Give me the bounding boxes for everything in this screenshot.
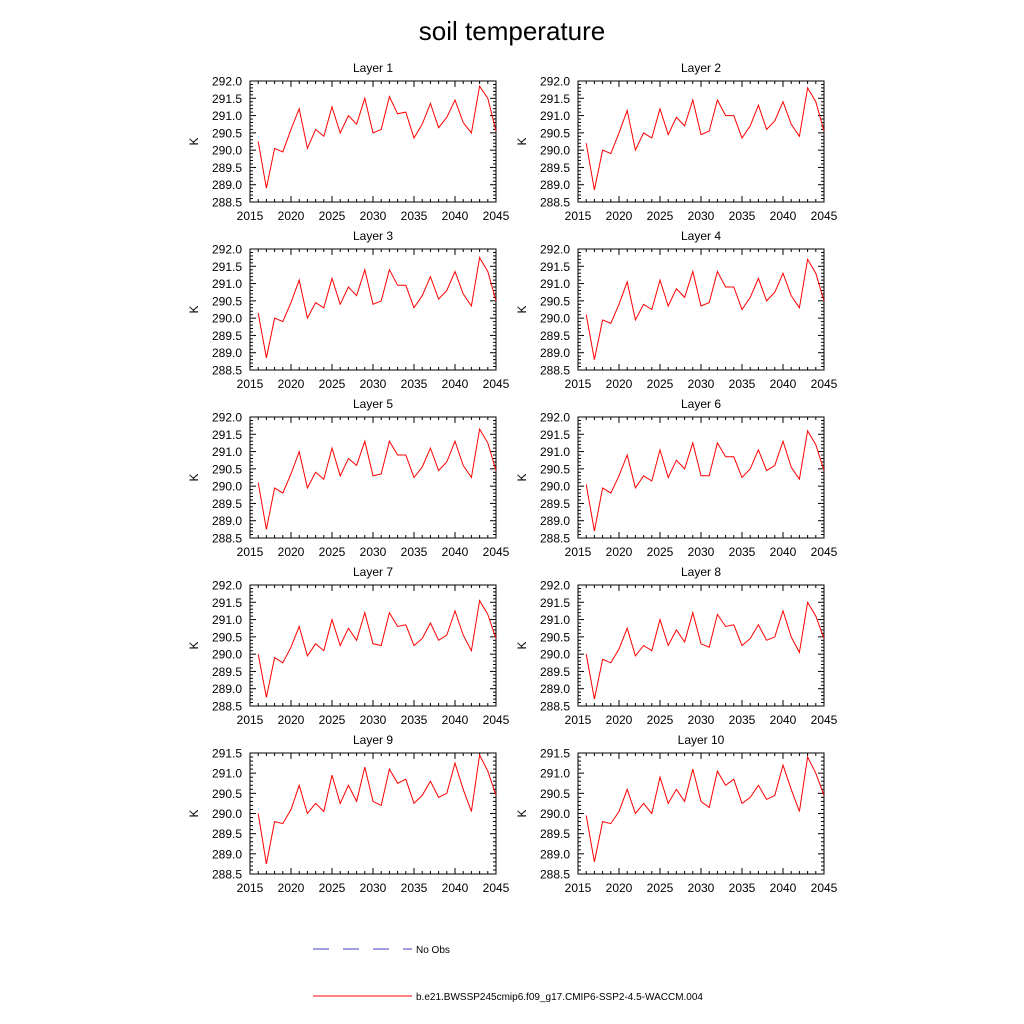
y-tick-label: 289.5 [539, 664, 570, 679]
x-tick-label: 2045 [482, 881, 510, 895]
x-tick-label: 2045 [810, 377, 838, 391]
y-tick-label: 292.0 [211, 578, 242, 593]
y-tick-label: 290.0 [211, 143, 242, 158]
panel-layer-8 [515, 565, 838, 727]
panel-title: Layer 4 [680, 229, 722, 243]
y-tick-label: 288.5 [211, 363, 242, 378]
y-tick-label: 290.0 [539, 479, 570, 494]
y-tick-label: 288.5 [539, 363, 570, 378]
y-tick-label: 292.0 [539, 242, 570, 257]
x-tick-label: 2025 [318, 377, 346, 391]
plot-frame [250, 249, 496, 370]
y-tick-label: 289.5 [539, 160, 570, 175]
y-tick-label: 290.0 [539, 647, 570, 662]
x-tick-label: 2025 [646, 881, 674, 895]
y-tick-label: 290.0 [539, 807, 570, 821]
x-tick-label: 2040 [769, 881, 797, 895]
y-tick-label: 290.0 [211, 479, 242, 494]
x-tick-label: 2015 [564, 377, 592, 391]
panel-title: Layer 3 [352, 229, 394, 243]
y-tick-label: 292.0 [211, 242, 242, 257]
plot-frame [578, 753, 824, 874]
legend-model-label: b.e21.BWSSP245cmip6.f09_g17.CMIP6-SSP2-4.5-WACCM.004 [416, 992, 703, 1003]
y-tick-label: 291.5 [539, 259, 570, 274]
y-tick-label: 288.5 [211, 699, 242, 714]
x-tick-label: 2030 [687, 209, 715, 223]
y-tick-label: 289.5 [539, 496, 570, 511]
series-line [258, 258, 496, 358]
y-tick-label: 291.5 [539, 427, 570, 442]
y-axis-label: K [515, 641, 529, 650]
x-tick-label: 2030 [359, 377, 387, 391]
y-tick-label: 289.5 [211, 160, 242, 175]
x-tick-label: 2025 [646, 377, 674, 391]
y-tick-label: 288.5 [539, 195, 570, 210]
plot-frame [578, 81, 824, 202]
y-tick-label: 289.0 [539, 847, 570, 862]
x-tick-label: 2040 [441, 881, 469, 895]
y-tick-label: 290.0 [539, 311, 570, 326]
y-tick-label: 289.5 [211, 328, 242, 343]
panel-layer-5 [187, 397, 510, 559]
legend [313, 945, 703, 1003]
x-tick-label: 2040 [441, 209, 469, 223]
x-tick-label: 2035 [400, 881, 428, 895]
y-tick-label: 289.5 [211, 827, 242, 842]
panel-title: Layer 5 [352, 397, 394, 411]
y-tick-label: 292.0 [211, 74, 242, 89]
x-tick-label: 2045 [482, 209, 510, 223]
y-tick-label: 288.5 [211, 867, 242, 882]
y-tick-label: 289.0 [539, 514, 570, 529]
x-tick-label: 2030 [687, 377, 715, 391]
x-tick-label: 2040 [769, 377, 797, 391]
y-tick-label: 291.5 [211, 259, 242, 274]
panel-title: Layer 8 [680, 565, 722, 579]
panel-layer-6 [515, 397, 838, 559]
y-tick-label: 292.0 [211, 410, 242, 425]
panel-title: Layer 6 [680, 397, 722, 411]
series-line [586, 259, 824, 359]
y-tick-label: 289.5 [539, 328, 570, 343]
panel-layer-4 [515, 229, 838, 391]
y-tick-label: 289.5 [211, 664, 242, 679]
series-line [586, 757, 824, 862]
y-axis-label: K [515, 809, 529, 818]
y-tick-label: 291.0 [539, 613, 570, 628]
x-tick-label: 2045 [482, 377, 510, 391]
x-tick-label: 2015 [564, 881, 592, 895]
y-tick-label: 290.0 [211, 647, 242, 662]
x-tick-label: 2020 [605, 713, 633, 727]
x-tick-label: 2045 [810, 209, 838, 223]
x-tick-label: 2035 [728, 377, 756, 391]
y-tick-label: 291.5 [539, 91, 570, 106]
plot-frame [578, 249, 824, 370]
x-tick-label: 2020 [277, 545, 305, 559]
x-tick-label: 2025 [646, 545, 674, 559]
panel-title: Layer 2 [680, 61, 722, 75]
x-tick-label: 2035 [400, 209, 428, 223]
x-tick-label: 2020 [605, 209, 633, 223]
y-axis-label: K [515, 473, 529, 482]
y-tick-label: 290.5 [539, 126, 570, 141]
y-tick-label: 288.5 [539, 699, 570, 714]
x-tick-label: 2015 [564, 545, 592, 559]
y-tick-label: 289.0 [211, 847, 242, 862]
y-tick-label: 291.0 [211, 109, 242, 124]
x-tick-label: 2020 [605, 545, 633, 559]
x-tick-label: 2045 [482, 545, 510, 559]
y-tick-label: 289.0 [539, 346, 570, 361]
y-tick-label: 288.5 [211, 195, 242, 210]
y-axis-label: K [515, 305, 529, 314]
x-tick-label: 2015 [236, 209, 264, 223]
legend-obs-label: No Obs [416, 945, 450, 956]
y-tick-label: 290.0 [211, 311, 242, 326]
y-tick-label: 292.0 [539, 74, 570, 89]
x-tick-label: 2030 [359, 713, 387, 727]
y-tick-label: 292.0 [539, 410, 570, 425]
x-tick-label: 2015 [236, 377, 264, 391]
x-tick-label: 2035 [728, 713, 756, 727]
panels-grid [187, 61, 838, 895]
x-tick-label: 2015 [236, 713, 264, 727]
series-line [586, 431, 824, 531]
y-tick-label: 291.0 [211, 766, 242, 781]
x-tick-label: 2035 [400, 545, 428, 559]
x-tick-label: 2030 [359, 545, 387, 559]
panel-title: Layer 7 [352, 565, 394, 579]
y-tick-label: 291.0 [211, 445, 242, 460]
y-tick-label: 291.0 [539, 445, 570, 460]
y-tick-label: 290.5 [211, 462, 242, 477]
x-tick-label: 2030 [359, 209, 387, 223]
x-tick-label: 2030 [687, 545, 715, 559]
x-tick-label: 2030 [687, 881, 715, 895]
x-tick-label: 2045 [810, 881, 838, 895]
series-line [586, 88, 824, 190]
x-tick-label: 2035 [400, 713, 428, 727]
x-tick-label: 2025 [318, 713, 346, 727]
y-tick-label: 289.0 [539, 682, 570, 697]
x-tick-label: 2045 [810, 713, 838, 727]
y-tick-label: 291.5 [211, 595, 242, 610]
y-tick-label: 289.0 [211, 178, 242, 193]
panel-layer-2 [515, 61, 838, 223]
x-tick-label: 2045 [810, 545, 838, 559]
series-line [258, 86, 496, 188]
y-tick-label: 292.0 [539, 578, 570, 593]
x-tick-label: 2020 [277, 713, 305, 727]
y-tick-label: 290.5 [539, 294, 570, 309]
x-tick-label: 2015 [236, 881, 264, 895]
x-tick-label: 2015 [564, 713, 592, 727]
y-tick-label: 288.5 [539, 867, 570, 882]
x-tick-label: 2040 [441, 713, 469, 727]
x-tick-label: 2035 [728, 209, 756, 223]
x-tick-label: 2040 [769, 545, 797, 559]
y-tick-label: 290.5 [211, 630, 242, 645]
series-line [258, 429, 496, 529]
panel-title: Layer 10 [677, 733, 725, 747]
y-tick-label: 290.5 [211, 126, 242, 141]
y-tick-label: 291.5 [211, 746, 242, 761]
x-tick-label: 2035 [728, 545, 756, 559]
x-tick-label: 2025 [646, 713, 674, 727]
x-tick-label: 2025 [646, 209, 674, 223]
y-tick-label: 290.5 [539, 462, 570, 477]
y-axis-label: K [515, 137, 529, 146]
x-tick-label: 2035 [400, 377, 428, 391]
y-tick-label: 290.5 [539, 786, 570, 801]
y-tick-label: 290.5 [539, 630, 570, 645]
panel-layer-7 [187, 565, 510, 727]
x-tick-label: 2020 [277, 209, 305, 223]
series-line [258, 755, 496, 864]
figure-title: soil temperature [418, 16, 606, 46]
x-tick-label: 2020 [605, 881, 633, 895]
plot-frame [250, 753, 496, 874]
y-tick-label: 291.5 [539, 595, 570, 610]
y-tick-label: 289.0 [539, 178, 570, 193]
x-tick-label: 2020 [605, 377, 633, 391]
panel-layer-3 [187, 229, 510, 391]
plot-frame [578, 585, 824, 706]
y-tick-label: 289.0 [211, 514, 242, 529]
plot-frame [578, 417, 824, 538]
y-tick-label: 290.0 [211, 807, 242, 821]
x-tick-label: 2015 [564, 209, 592, 223]
y-tick-label: 291.0 [211, 613, 242, 628]
x-tick-label: 2040 [769, 209, 797, 223]
x-tick-label: 2020 [277, 881, 305, 895]
x-tick-label: 2025 [318, 881, 346, 895]
panel-layer-9 [187, 733, 510, 895]
x-tick-label: 2030 [359, 881, 387, 895]
x-tick-label: 2035 [728, 881, 756, 895]
y-tick-label: 289.5 [539, 827, 570, 842]
x-tick-label: 2040 [769, 713, 797, 727]
x-tick-label: 2025 [318, 545, 346, 559]
panel-layer-10 [515, 733, 838, 895]
series-line [586, 602, 824, 699]
y-axis-label: K [187, 305, 201, 314]
x-tick-label: 2045 [482, 713, 510, 727]
y-tick-label: 291.5 [211, 91, 242, 106]
x-tick-label: 2025 [318, 209, 346, 223]
plot-frame [250, 585, 496, 706]
x-tick-label: 2020 [277, 377, 305, 391]
y-axis-label: K [187, 137, 201, 146]
y-tick-label: 290.5 [211, 786, 242, 801]
y-tick-label: 291.0 [539, 766, 570, 781]
y-tick-label: 291.0 [539, 109, 570, 124]
y-tick-label: 289.0 [211, 346, 242, 361]
y-tick-label: 291.0 [539, 277, 570, 292]
y-tick-label: 289.5 [211, 496, 242, 511]
y-tick-label: 288.5 [211, 531, 242, 546]
y-axis-label: K [187, 809, 201, 818]
panel-layer-1 [187, 61, 510, 223]
y-tick-label: 291.5 [539, 746, 570, 761]
panel-title: Layer 1 [352, 61, 394, 75]
x-tick-label: 2040 [441, 377, 469, 391]
y-tick-label: 291.0 [211, 277, 242, 292]
x-tick-label: 2015 [236, 545, 264, 559]
y-axis-label: K [187, 641, 201, 650]
plot-frame [250, 417, 496, 538]
x-tick-label: 2030 [687, 713, 715, 727]
y-tick-label: 290.5 [211, 294, 242, 309]
y-tick-label: 291.5 [211, 427, 242, 442]
panel-title: Layer 9 [352, 733, 394, 747]
y-tick-label: 290.0 [539, 143, 570, 158]
y-tick-label: 288.5 [539, 531, 570, 546]
series-line [258, 601, 496, 698]
x-tick-label: 2040 [441, 545, 469, 559]
y-axis-label: K [187, 473, 201, 482]
y-tick-label: 289.0 [211, 682, 242, 697]
